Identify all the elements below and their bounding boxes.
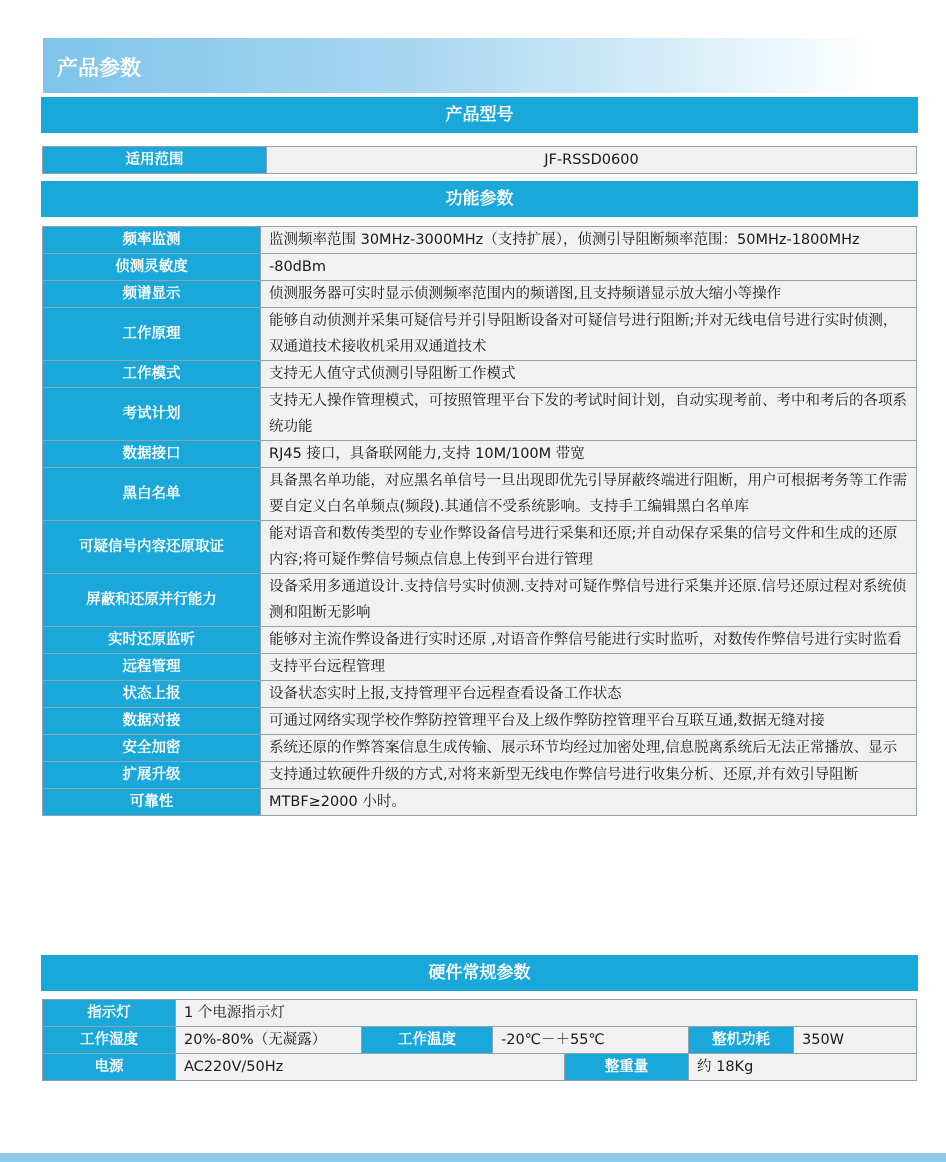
table-row [43,388,917,441]
table-row [43,361,917,388]
table-row [43,1000,917,1027]
temperature-label: 工作温度 [362,1027,493,1054]
row-label: 可靠性 [43,789,261,816]
row-label: 可疑信号内容还原取证 [43,521,261,574]
power-consumption-value: 350W [794,1027,917,1054]
power-label: 电源 [43,1054,176,1081]
table-row [43,708,917,735]
section-header-hardware: 硬件常规参数 [41,955,918,991]
table-row [43,521,917,574]
humidity-value: 20%-80%（无凝露） [176,1027,362,1054]
table-row [43,281,917,308]
table-row [43,735,917,762]
page-title: 产品参数 [57,56,141,80]
row-label: 黑白名单 [43,468,261,521]
weight-value: 约 18Kg [689,1054,917,1081]
row-label: 数据接口 [43,441,261,468]
humidity-label: 工作湿度 [43,1027,176,1054]
power-consumption-label: 整机功耗 [689,1027,794,1054]
row-label: 安全加密 [43,735,261,762]
model-table [42,146,917,174]
table-row [43,147,917,174]
row-label: 数据对接 [43,708,261,735]
table-row [43,627,917,654]
row-value: 可通过网络实现学校作弊防控管理平台及上级作弊防控管理平台互联互通,数据无缝对接 [261,708,917,735]
row-value: RJ45 接口，具备联网能力,支持 10M/100M 带宽 [261,441,917,468]
row-value: JF-RSSD0600 [267,147,917,174]
table-row [43,227,917,254]
row-label: 适用范围 [43,147,267,174]
table-row [43,762,917,789]
section-header-model: 产品型号 [41,97,918,133]
row-label: 状态上报 [43,681,261,708]
row-label: 远程管理 [43,654,261,681]
indicator-label: 指示灯 [43,1000,176,1027]
section-header-function: 功能参数 [41,181,918,217]
row-value: 能够自动侦测并采集可疑信号并引导阻断设备对可疑信号进行阻断;并对无线电信号进行实时侦测，双通道技术接收机采用双通道技术 [261,308,917,361]
row-label: 工作模式 [43,361,261,388]
function-table [42,226,917,816]
row-value: 设备状态实时上报,支持管理平台远程查看设备工作状态 [261,681,917,708]
table-row [43,1054,917,1081]
table-row [43,789,917,816]
row-value: -80dBm [261,254,917,281]
row-value: 具备黑名单功能，对应黑名单信号一旦出现即优先引导屏蔽终端进行阻断，用户可根据考务等工作需要自定义白名单频点(频段).其通信不受系统影响。支持手工编辑黑白名单库 [261,468,917,521]
row-label: 考试计划 [43,388,261,441]
row-value: 支持无人值守式侦测引导阻断工作模式 [261,361,917,388]
table-row [43,254,917,281]
power-value: AC220V/50Hz [176,1054,565,1081]
row-label: 侦测灵敏度 [43,254,261,281]
row-label: 频率监测 [43,227,261,254]
table-row [43,681,917,708]
indicator-value: 1 个电源指示灯 [176,1000,917,1027]
row-value: 支持通过软硬件升级的方式,对将来新型无线电作弊信号进行收集分析、还原,并有效引导阻断 [261,762,917,789]
row-value: 设备采用多通道设计.支持信号实时侦测.支持对可疑作弊信号进行采集并还原.信号还原过程对系统侦测和阻断无影响 [261,574,917,627]
row-label: 屏蔽和还原并行能力 [43,574,261,627]
row-value: 支持无人操作管理模式，可按照管理平台下发的考试时间计划，自动实现考前、考中和考后的各项系统功能 [261,388,917,441]
weight-label: 整重量 [565,1054,689,1081]
row-label: 频谱显示 [43,281,261,308]
table-row [43,1027,917,1054]
table-row [43,441,917,468]
row-value: 能对语音和数传类型的专业作弊设备信号进行采集和还原;并自动保存采集的信号文件和生成的还原内容;将可疑作弊信号频点信息上传到平台进行管理 [261,521,917,574]
row-label: 实时还原监听 [43,627,261,654]
table-row [43,468,917,521]
bottom-strip [0,1153,946,1162]
table-row [43,654,917,681]
title-band [43,38,873,93]
row-value: 系统还原的作弊答案信息生成传输、展示环节均经过加密处理,信息脱离系统后无法正常播放、显示 [261,735,917,762]
temperature-value: -20℃－＋55℃ [493,1027,689,1054]
row-value: 能够对主流作弊设备进行实时还原 ,对语音作弊信号能进行实时监听，对数传作弊信号进行实时监看 [261,627,917,654]
row-value: 支持平台远程管理 [261,654,917,681]
row-value: 侦测服务器可实时显示侦测频率范围内的频谱图,且支持频谱显示放大缩小等操作 [261,281,917,308]
row-label: 工作原理 [43,308,261,361]
row-value: MTBF≥2000 小时。 [261,789,917,816]
table-row [43,574,917,627]
hardware-table [42,999,917,1081]
row-label: 扩展升级 [43,762,261,789]
row-value: 监测频率范围 30MHz-3000MHz（支持扩展），侦测引导阻断频率范围：50MHz-1800MHz [261,227,917,254]
table-row [43,308,917,361]
